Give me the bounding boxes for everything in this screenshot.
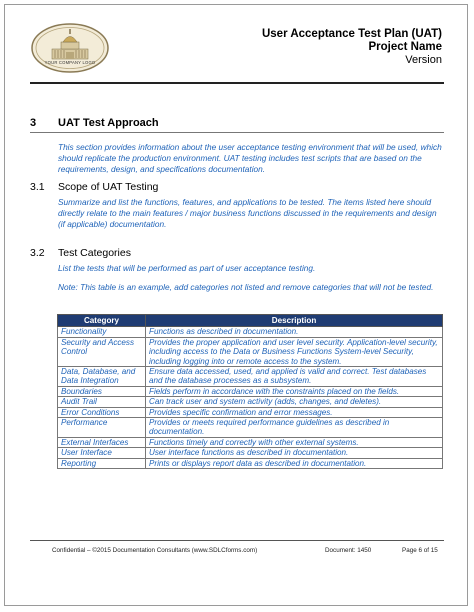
table-row <box>58 367 443 387</box>
table-row <box>58 458 443 468</box>
category-cell: Boundaries <box>58 386 146 396</box>
description-cell: Provides the proper application and user level security. Application-level security, including access to the Data or Business Functions System-level Security, including logging into or remote access to the system. <box>146 337 443 366</box>
version-label: Version <box>405 54 442 66</box>
footer-divider <box>30 540 444 541</box>
table-row <box>58 386 443 396</box>
category-cell: Audit Trail <box>58 397 146 407</box>
section-title: UAT Test Approach <box>58 117 159 129</box>
description-cell: Prints or displays report data as described in documentation. <box>146 458 443 468</box>
category-cell: Error Conditions <box>58 407 146 417</box>
footer-page-number: Page 6 of 15 <box>402 547 438 554</box>
description-cell: Provides or meets required performance guidelines as described in documentation. <box>146 418 443 438</box>
table-row <box>58 397 443 407</box>
section-3-1-heading <box>30 181 158 193</box>
section-3-text: This section provides information about the user acceptance testing environment that will be used, which should replicate the production environment. UAT testing includes test scripts that are based on the requirements, design, and specifications documentation. <box>58 142 442 174</box>
description-cell: Provides specific confirmation and error messages. <box>146 407 443 417</box>
section-number: 3.2 <box>30 247 45 259</box>
header-divider <box>30 82 444 84</box>
section-3-2-heading <box>30 247 131 259</box>
table-row <box>58 448 443 458</box>
section-title: Scope of UAT Testing <box>58 181 159 193</box>
table-row <box>58 437 443 447</box>
section-number: 3 <box>30 117 37 129</box>
document-header <box>262 28 442 67</box>
section-3-1-text: Summarize and list the functions, features, and applications to be tested. The items listed here should directly relate to the main features / major business functions discussed in the requirements and design (if applicable) documentation. <box>58 197 437 229</box>
test-categories-table <box>57 314 443 469</box>
footer-document-number: Document: 1450 <box>325 547 372 554</box>
section-3-heading <box>30 117 159 129</box>
category-cell: Performance <box>58 418 146 438</box>
section-3-2-text: List the tests that will be performed as part of user acceptance testing. <box>58 263 316 273</box>
page-border <box>4 4 468 606</box>
category-cell: Reporting <box>58 458 146 468</box>
table-row <box>58 407 443 417</box>
section-divider <box>30 132 444 133</box>
table-header-row <box>58 315 443 327</box>
description-cell: Ensure data accessed, used, and applied is valid and correct. Test databases and the database processes as a subsystem. <box>146 367 443 387</box>
description-cell: Fields perform in accordance with the constraints placed on the fields. <box>146 386 443 396</box>
column-header-description: Description <box>146 315 443 327</box>
table-row <box>58 327 443 337</box>
description-cell: Can track user and system activity (adds, changes, and deletes). <box>146 397 443 407</box>
description-cell: User interface functions as described in documentation. <box>146 448 443 458</box>
column-header-category: Category <box>58 315 146 327</box>
table-row <box>58 418 443 438</box>
section-title: Test Categories <box>58 247 131 259</box>
logo-text: YOUR COMPANY LOGO <box>44 60 96 65</box>
category-cell: User Interface <box>58 448 146 458</box>
description-cell: Functions as described in documentation. <box>146 327 443 337</box>
table-row <box>58 337 443 366</box>
category-cell: External Interfaces <box>58 437 146 447</box>
company-logo <box>30 22 110 74</box>
footer-confidential: Confidential – ©2015 Documentation Consultants (www.SDLCforms.com) <box>52 547 258 554</box>
category-cell: Security and Access Control <box>58 337 146 366</box>
project-name: Project Name <box>368 41 442 53</box>
description-cell: Functions timely and correctly with other external systems. <box>146 437 443 447</box>
document-title: User Acceptance Test Plan (UAT) <box>261 28 442 40</box>
section-3-2-note: Note: This table is an example, add categories not listed and remove categories that will not be tested. <box>58 282 434 292</box>
category-cell: Data, Database, and Data Integration <box>58 367 146 387</box>
section-number: 3.1 <box>30 181 45 193</box>
category-cell: Functionality <box>58 327 146 337</box>
